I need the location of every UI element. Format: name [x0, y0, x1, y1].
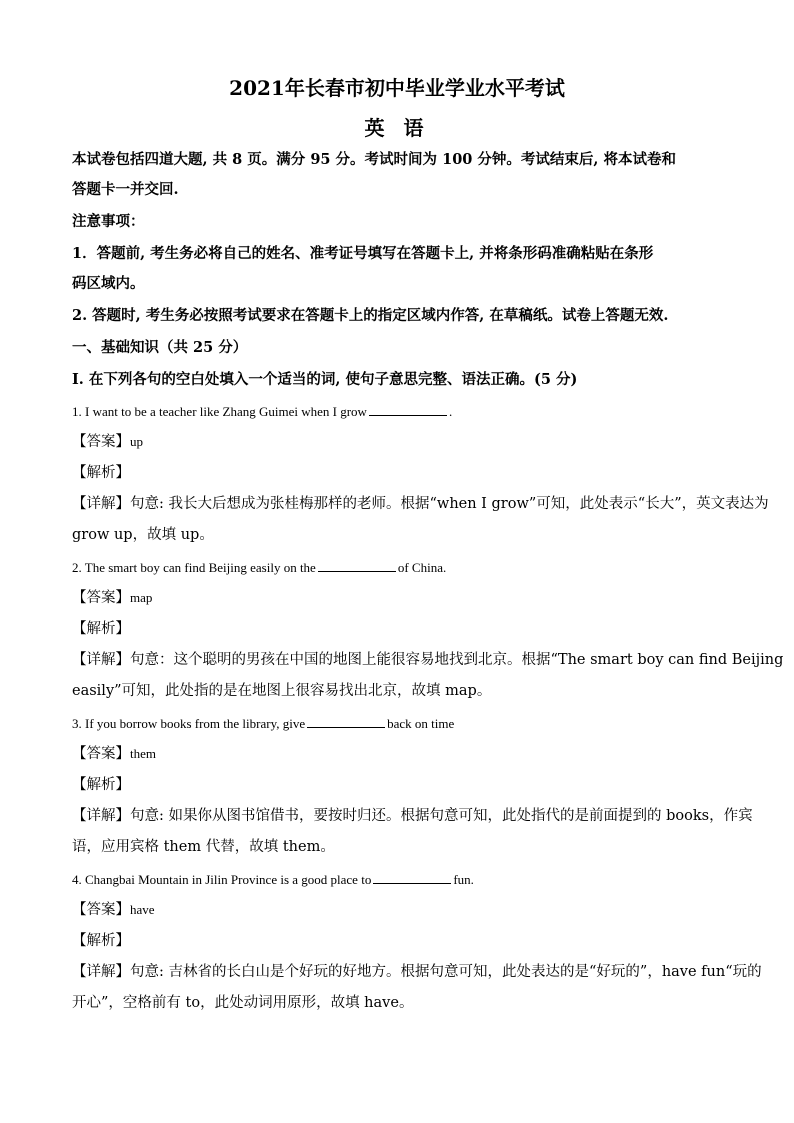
answer-row-2 — [72, 588, 152, 608]
answer-row-1 — [72, 432, 143, 452]
answer-label: 【答案】 — [72, 590, 130, 606]
detail-row-2-cont: easily”可知，此处指的是在地图上很容易找出北京，故填 map。 — [72, 683, 492, 699]
answer-value: have — [130, 902, 155, 917]
detail-label: 【详解】 — [72, 808, 130, 824]
question-4 — [72, 870, 474, 890]
detail-row-1 — [72, 494, 769, 514]
notice-title: 注意事项： — [72, 213, 145, 230]
note-1-line-2: 码区域内。 — [72, 275, 145, 292]
detail-row-1-cont: grow up，故填 up。 — [72, 527, 214, 543]
answer-blank — [307, 715, 385, 728]
detail-label: 【详解】 — [72, 964, 130, 980]
intro-line-2: 答题卡一并交回. — [72, 181, 179, 198]
exam-title: 2021年长春市初中毕业学业水平考试 — [229, 76, 565, 100]
question-text: 2. The smart boy can find Beijing easily on the — [72, 560, 316, 575]
answer-value: them — [130, 746, 156, 761]
question-text-after: fun. — [453, 872, 474, 887]
answer-row-3 — [72, 744, 156, 764]
question-text-after: of China. — [397, 560, 447, 575]
section-heading: 一、基础知识（共 25 分） — [72, 339, 248, 356]
analysis-label-3: 【解析】 — [72, 777, 130, 793]
question-text: 3. If you borrow books from the library, give — [72, 716, 306, 731]
detail-row-2 — [72, 650, 783, 670]
detail-label: 【详解】 — [72, 652, 130, 668]
answer-label: 【答案】 — [72, 434, 130, 450]
detail-row-3-cont: 语，应用宾格 them 代替，故填 them。 — [72, 839, 335, 855]
detail-text: 句意：这个聪明的男孩在中国的地图上能很容易地找到北京。根据“The smart boy can find Beijing — [130, 652, 784, 668]
answer-blank — [318, 559, 396, 572]
question-2 — [72, 558, 446, 578]
analysis-label-1: 【解析】 — [72, 465, 130, 481]
answer-blank — [369, 403, 447, 416]
question-text: 4. Changbai Mountain in Jilin Province is a good place to — [72, 872, 372, 887]
detail-label: 【详解】 — [72, 496, 130, 512]
analysis-label-2: 【解析】 — [72, 621, 130, 637]
answer-label: 【答案】 — [72, 902, 130, 918]
detail-row-4 — [72, 962, 762, 982]
detail-text: 句意: 我长大后想成为张桂梅那样的老师。根据“when I grow”可知，此处表示“长大”，英文表达为 — [130, 496, 769, 512]
question-text: 1. I want to be a teacher like Zhang Guimei when I grow — [72, 404, 367, 419]
detail-row-3 — [72, 806, 753, 826]
detail-text: 句意: 如果你从图书馆借书，要按时归还。根据句意可知，此处指代的是前面提到的 books，作宾 — [130, 808, 753, 824]
question-text-after: back on time — [387, 716, 455, 731]
subject-title: 英 语 — [364, 116, 430, 140]
question-1 — [72, 402, 452, 422]
question-text-after: . — [448, 404, 453, 419]
answer-value: up — [130, 434, 143, 449]
detail-text: 句意: 吉林省的长白山是个好玩的好地方。根据句意可知，此处表达的是“好玩的”，have fun“玩的 — [130, 964, 762, 980]
question-3 — [72, 714, 454, 734]
answer-value: map — [130, 590, 153, 605]
answer-blank — [373, 871, 451, 884]
intro-line-1: 本试卷包括四道大题, 共 8 页。满分 95 分。考试时间为 100 分钟。考试结束后, 将本试卷和 — [72, 151, 677, 168]
detail-row-4-cont: 开心”，空格前有 to，此处动词用原形，故填 have。 — [72, 995, 414, 1011]
section-subheading: I. 在下列各句的空白处填入一个适当的词, 使句子意思完整、语法正确。(5 分) — [72, 371, 578, 388]
answer-label: 【答案】 — [72, 746, 130, 762]
analysis-label-4: 【解析】 — [72, 933, 130, 949]
note-2: 2. 答题时, 考生务必按照考试要求在答题卡上的指定区域内作答, 在草稿纸。试卷上答题无效. — [72, 307, 669, 324]
note-1-line-1: 1．答题前, 考生务必将自己的姓名、准考证号填写在答题卡上, 并将条形码准确粘贴在条形 — [72, 245, 654, 262]
answer-row-4 — [72, 900, 155, 920]
